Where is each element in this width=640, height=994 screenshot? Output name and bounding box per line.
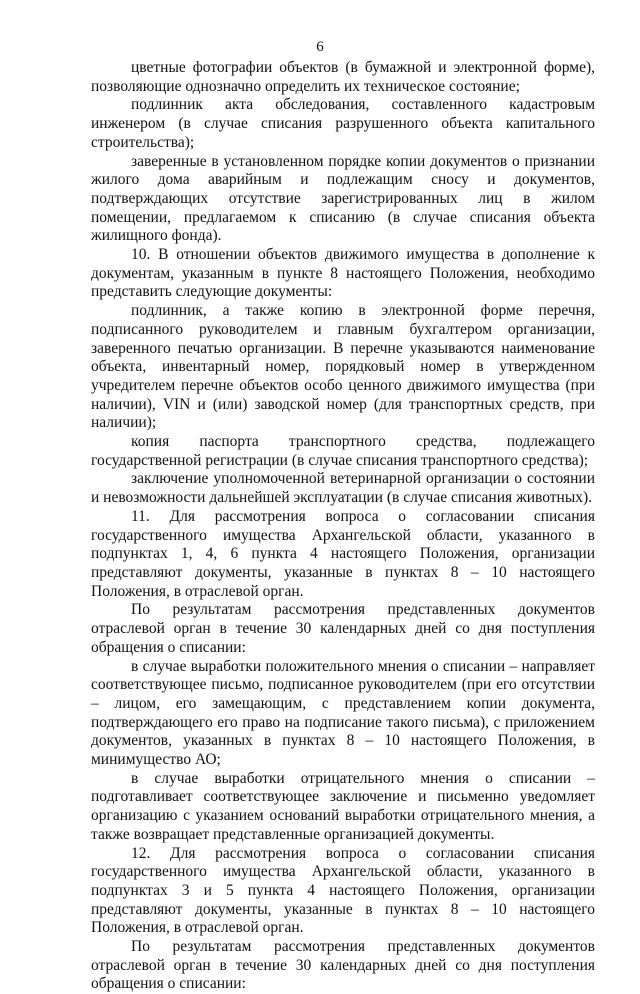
paragraph-clause-10: 10. В отношении объектов движимого имущества в дополнение к документам, указанным в пункте 8 настоящего Положения, необходимо представить следующие документы: [91, 246, 595, 301]
paragraph-clause-11: 11. Для рассмотрения вопроса о согласовании списания государственного имущества Архангельской области, указанного в подпунктах 1, 4, 6 пункта 4 настоящего Положения, организации представляют документы, указанные в пунктах 8 – 10 настоящего Положения, в отраслевой орган. [91, 507, 595, 600]
page-number: 6 [316, 39, 324, 55]
paragraph-positive-opinion: в случае выработки положительного мнения о списании – направляет соответствующее письмо, подписанное руководителем (при его отсутствии – лицом, его замещающим, с представлением копии документа, подтверждающего его право на подписание такого письма), с приложением документов, указанных в пунктах 8 – 10 настоящего Положения, в минимущество АО; [91, 657, 595, 769]
document-body [91, 59, 595, 994]
paragraph-clause-12: 12. Для рассмотрения вопроса о согласовании списания государственного имущества Архангельской области, указанного в подпунктах 3 и 5 пункта 4 настоящего Положения, организации представляют документы, указанные в пунктах 8 – 10 настоящего Положения, в отраслевой орган. [91, 844, 595, 937]
paragraph-inventory-list: подлинник, а также копию в электронной форме перечня, подписанного руководителем и главным бухгалтером организации, заверенного печатью организации. В перечне указываются наименование объекта, инвентарный номер, порядковый номер в утвержденном учредителем перечне объектов особо ценного движимого имущества (при наличии), VIN и (или) заводской номер (для транспортных средств, при наличии); [91, 302, 595, 432]
paragraph-photos: цветные фотографии объектов (в бумажной и электронной форме), позволяющие однозначно определить их техническое состояние; [91, 59, 595, 95]
paragraph-vehicle-passport: копия паспорта транспортного средства, подлежащего государственной регистрации (в случае списания транспортного средства); [91, 433, 595, 469]
paragraph-veterinary-conclusion: заключение уполномоченной ветеринарной организации о состоянии и невозможности дальнейшей эксплуатации (в случае списания животных). [91, 470, 595, 507]
paragraph-negative-opinion: в случае выработки отрицательного мнения о списании – подготавливает соответствующее заключение и письменно уведомляет организацию с указанием оснований выработки отрицательного мнения, а также возвращает представленные организацией документы. [91, 769, 595, 843]
paragraph-review-results-2: По результатам рассмотрения представленных документов отраслевой орган в течение 30 календарных дней со дня поступления обращения о списании: [91, 938, 595, 993]
paragraph-inspection-act: подлинник акта обследования, составленного кадастровым инженером (в случае списания разрушенного объекта капитального строительства); [91, 96, 595, 151]
paragraph-housing-documents: заверенные в установленном порядке копии документов о признании жилого дома аварийным и подлежащим сносу и документов, подтверждающих отсутствие зарегистрированных лиц в жилом помещении, предлагаемом к списанию (в случае списания объекта жилищного фонда). [91, 152, 595, 245]
paragraph-review-results-1: По результатам рассмотрения представленных документов отраслевой орган в течение 30 календарных дней со дня поступления обращения о списании: [91, 601, 595, 656]
